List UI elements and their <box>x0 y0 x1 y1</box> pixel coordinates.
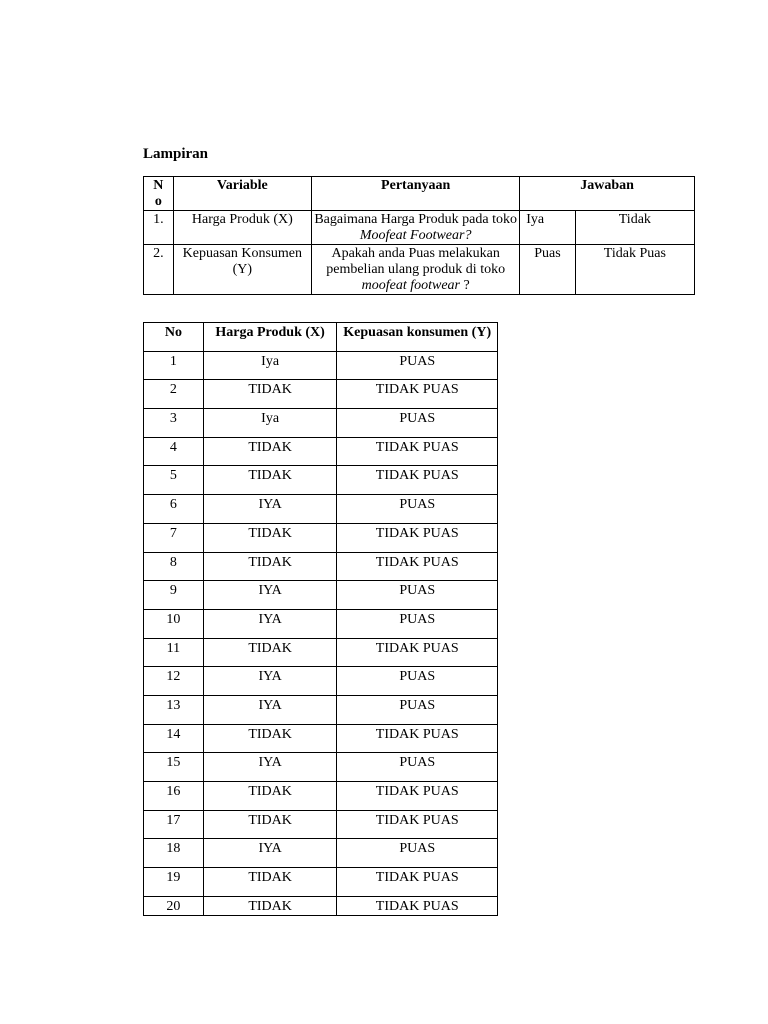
cell-kepuasan-konsumen: TIDAK PUAS <box>337 868 498 897</box>
table-row <box>144 667 498 696</box>
table-row <box>144 839 498 868</box>
questionnaire-row <box>144 245 695 295</box>
table-row <box>144 581 498 610</box>
cell-no: 5 <box>144 466 204 495</box>
cell-kepuasan-konsumen: PUAS <box>337 695 498 724</box>
table-row <box>144 495 498 524</box>
row-question <box>312 245 520 295</box>
cell-harga-produk: IYA <box>203 581 337 610</box>
cell-no: 14 <box>144 724 204 753</box>
cell-harga-produk: Iya <box>203 351 337 380</box>
row-no: 1. <box>144 211 174 245</box>
row-variable: Kepuasan Konsumen (Y) <box>173 245 311 295</box>
cell-no: 10 <box>144 609 204 638</box>
cell-no: 11 <box>144 638 204 667</box>
header-pertanyaan: Pertanyaan <box>312 177 520 211</box>
header-no-part-1: N <box>153 178 164 193</box>
header-harga-produk: Harga Produk (X) <box>203 323 337 352</box>
cell-no: 17 <box>144 810 204 839</box>
table-row <box>144 695 498 724</box>
cell-kepuasan-konsumen: PUAS <box>337 495 498 524</box>
cell-harga-produk: TIDAK <box>203 810 337 839</box>
question-tail: ? <box>460 278 470 293</box>
cell-kepuasan-konsumen: TIDAK PUAS <box>337 380 498 409</box>
cell-kepuasan-konsumen: PUAS <box>337 839 498 868</box>
cell-no: 16 <box>144 782 204 811</box>
cell-harga-produk: TIDAK <box>203 868 337 897</box>
table-row <box>144 466 498 495</box>
cell-no: 20 <box>144 896 204 915</box>
cell-no: 1 <box>144 351 204 380</box>
cell-harga-produk: TIDAK <box>203 380 337 409</box>
cell-kepuasan-konsumen: TIDAK PUAS <box>337 437 498 466</box>
cell-no: 18 <box>144 839 204 868</box>
table-row <box>144 523 498 552</box>
row-no: 2. <box>144 245 174 295</box>
cell-no: 13 <box>144 695 204 724</box>
responses-table <box>143 322 498 916</box>
table-row <box>144 609 498 638</box>
cell-kepuasan-konsumen: TIDAK PUAS <box>337 523 498 552</box>
cell-kepuasan-konsumen: TIDAK PUAS <box>337 724 498 753</box>
cell-kepuasan-konsumen: TIDAK PUAS <box>337 466 498 495</box>
cell-kepuasan-konsumen: PUAS <box>337 753 498 782</box>
header-jawaban: Jawaban <box>520 177 695 211</box>
row-question <box>312 211 520 245</box>
cell-kepuasan-konsumen: PUAS <box>337 581 498 610</box>
table-row <box>144 724 498 753</box>
cell-kepuasan-konsumen: PUAS <box>337 351 498 380</box>
cell-harga-produk: TIDAK <box>203 638 337 667</box>
table-row <box>144 380 498 409</box>
cell-harga-produk: TIDAK <box>203 724 337 753</box>
cell-kepuasan-konsumen: TIDAK PUAS <box>337 810 498 839</box>
cell-no: 12 <box>144 667 204 696</box>
answer-option-a: Puas <box>520 245 575 295</box>
cell-kepuasan-konsumen: TIDAK PUAS <box>337 782 498 811</box>
cell-no: 6 <box>144 495 204 524</box>
cell-harga-produk: Iya <box>203 409 337 438</box>
answer-option-b: Tidak Puas <box>575 245 694 295</box>
table-row <box>144 810 498 839</box>
table-row <box>144 409 498 438</box>
cell-harga-produk: IYA <box>203 839 337 868</box>
cell-no: 2 <box>144 380 204 409</box>
header-kepuasan-konsumen: Kepuasan konsumen (Y) <box>337 323 498 352</box>
header-no-part-2: o <box>154 194 162 209</box>
cell-harga-produk: TIDAK <box>203 782 337 811</box>
cell-no: 19 <box>144 868 204 897</box>
cell-harga-produk: IYA <box>203 753 337 782</box>
question-text: Bagaimana Harga Produk pada toko <box>314 212 517 227</box>
cell-kepuasan-konsumen: TIDAK PUAS <box>337 638 498 667</box>
cell-no: 7 <box>144 523 204 552</box>
row-variable: Harga Produk (X) <box>173 211 311 245</box>
table-row <box>144 437 498 466</box>
cell-kepuasan-konsumen: TIDAK PUAS <box>337 552 498 581</box>
table-row <box>144 753 498 782</box>
table-row <box>144 638 498 667</box>
question-text: Apakah anda Puas melakukan pembelian ulang produk di toko <box>326 246 506 277</box>
table-row <box>144 896 498 915</box>
responses-header-row <box>144 323 498 352</box>
cell-harga-produk: IYA <box>203 495 337 524</box>
cell-no: 15 <box>144 753 204 782</box>
cell-kepuasan-konsumen: PUAS <box>337 667 498 696</box>
answer-option-a: Iya <box>520 211 575 245</box>
cell-no: 8 <box>144 552 204 581</box>
table-row <box>144 782 498 811</box>
page-heading: Lampiran <box>143 146 209 162</box>
answer-option-b: Tidak <box>575 211 694 245</box>
cell-harga-produk: IYA <box>203 667 337 696</box>
cell-kepuasan-konsumen: TIDAK PUAS <box>337 896 498 915</box>
question-store-name: moofeat footwear <box>361 278 460 293</box>
question-store-name: Moofeat Footwear? <box>359 228 472 243</box>
cell-harga-produk: IYA <box>203 609 337 638</box>
cell-harga-produk: TIDAK <box>203 437 337 466</box>
header-no <box>144 177 174 211</box>
responses-body <box>144 351 498 915</box>
cell-harga-produk: IYA <box>203 695 337 724</box>
header-no: No <box>144 323 204 352</box>
cell-kepuasan-konsumen: PUAS <box>337 409 498 438</box>
cell-harga-produk: TIDAK <box>203 896 337 915</box>
questionnaire-table <box>143 176 695 295</box>
cell-harga-produk: TIDAK <box>203 523 337 552</box>
table-row <box>144 552 498 581</box>
cell-no: 4 <box>144 437 204 466</box>
cell-no: 9 <box>144 581 204 610</box>
cell-no: 3 <box>144 409 204 438</box>
table-row <box>144 351 498 380</box>
cell-kepuasan-konsumen: PUAS <box>337 609 498 638</box>
table-row <box>144 868 498 897</box>
header-variable: Variable <box>173 177 311 211</box>
cell-harga-produk: TIDAK <box>203 552 337 581</box>
questionnaire-row <box>144 211 695 245</box>
cell-harga-produk: TIDAK <box>203 466 337 495</box>
questionnaire-header-row <box>144 177 695 211</box>
